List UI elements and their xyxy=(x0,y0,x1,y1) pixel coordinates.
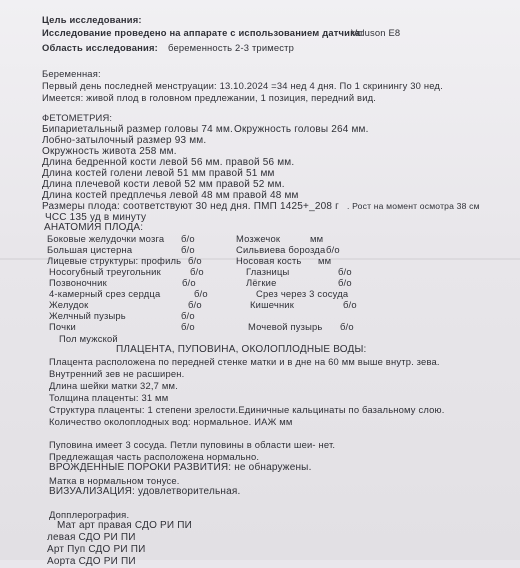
fetal-height-line: . Рост на момент осмотра 38 см xyxy=(347,201,480,211)
pregnancy-title: Беременная: xyxy=(42,68,101,79)
placenta-location: Плацента расположена по передней стенке матки и в дне на 60 мм выше внутр. зева. xyxy=(49,356,440,367)
placenta-title: ПЛАЦЕНТА, ПУПОВИНА, ОКОЛОПЛОДНЫЕ ВОДЫ: xyxy=(116,344,367,355)
doppler-line: Мат арт правая СДО РИ ПИ xyxy=(57,520,193,531)
anatomy-item-label: Мочевой пузырь xyxy=(248,321,323,332)
humerus-line: Длина плечевой кости левой 52 мм правой 52 мм. xyxy=(42,179,285,190)
anatomy-item-label: Лицевые структуры: профиль xyxy=(47,255,182,266)
anatomy-item-value: б/о xyxy=(181,233,195,244)
anatomy-item-label: Мозжечок xyxy=(236,233,281,244)
doppler-line: Арт Пуп СДО РИ ПИ xyxy=(47,544,146,555)
amniotic-fluid: Количество околоплодных вод: нормальное. ИАЖ мм xyxy=(49,416,293,427)
placenta-thickness: Толщина плаценты: 31 мм xyxy=(49,392,169,403)
anatomy-item-value: б/о xyxy=(338,277,352,288)
device-label: Исследование проведено на аппарате с использованием датчика: xyxy=(42,27,364,38)
anatomy-item-label: Лёгкие xyxy=(246,277,277,288)
doppler-line: Аорта СДО РИ ПИ xyxy=(47,556,136,567)
anatomy-item-value: б/о xyxy=(343,299,357,310)
ofd-line: Лобно-затылочный размер 93 мм. xyxy=(42,135,207,146)
anatomy-item-label: Позвоночник xyxy=(49,277,107,288)
anatomy-item-value: б/о xyxy=(194,288,208,299)
device-model: Voluson E8 xyxy=(351,27,401,38)
area-label: Область исследования: xyxy=(42,42,158,53)
anatomy-item-value: б/о xyxy=(181,310,195,321)
forearm-line: Длина костей предплечья левой 48 мм правой 48 мм xyxy=(42,190,299,201)
fetometry-title: ФЕТОМЕТРИЯ: xyxy=(42,112,113,123)
anatomy-item-label: Сильвиева борозда xyxy=(236,244,326,255)
anatomy-item-label: Носовая кость xyxy=(236,255,302,266)
anatomy-item-label: Почки xyxy=(49,321,76,332)
anatomy-item-label: Желчный пузырь xyxy=(49,310,126,321)
anatomy-item-value: б/о xyxy=(188,299,202,310)
umbilical-cord: Пуповина имеет 3 сосуда. Петли пуповины в области шеи- нет. xyxy=(49,439,336,450)
anatomy-item-value: б/о xyxy=(326,244,340,255)
internal-os: Внутренний зев не расширен. xyxy=(49,368,185,379)
area-value: беременность 2-3 триместр xyxy=(168,42,295,53)
placenta-structure: Структура плаценты: 1 степени зрелости.Единичные кальцинаты по базальному слою. xyxy=(49,404,445,415)
anatomy-item-value: б/о xyxy=(181,244,195,255)
anatomy-item-value: б/о xyxy=(190,266,204,277)
fetus-position-line: Имеется: живой плод в головном предлежании, 1 позиция, передний вид. xyxy=(42,92,377,103)
heart-rate-line: ЧСС 135 уд в минуту xyxy=(45,212,147,223)
congenital-defects: ВРОЖДЕННЫЕ ПОРОКИ РАЗВИТИЯ: не обнаружены. xyxy=(49,462,312,473)
fetal-size-line: Размеры плода: соответствуют 30 нед дня. ПМП 1425+_208 г xyxy=(42,201,339,212)
goal-label: Цель исследования: xyxy=(42,14,142,25)
anatomy-title: АНАТОМИЯ ПЛОДА: xyxy=(44,222,144,233)
visualization: ВИЗУАЛИЗАЦИЯ: удовлетворительная. xyxy=(49,486,241,497)
anatomy-item-label: Боковые желудочки мозга xyxy=(47,233,165,244)
anatomy-item-value: б/о xyxy=(181,321,195,332)
lmp-line: Первый день последней менструации: 13.10.2024 =34 нед 4 дня. По 1 скринингу 30 нед. xyxy=(42,80,443,91)
anatomy-item-label: Носогубный треугольник xyxy=(49,266,161,277)
anatomy-item-label: Кишечник xyxy=(250,299,295,310)
fetal-sex: Пол мужской xyxy=(59,333,118,344)
anatomy-item-value: мм xyxy=(310,233,324,244)
cervix-length: Длина шейки матки 32,7 мм. xyxy=(49,380,178,391)
anatomy-item-value: б/о xyxy=(188,255,202,266)
tibia-line: Длина костей голени левой 51 мм правой 51 мм xyxy=(42,168,275,179)
anatomy-item-value: б/о xyxy=(182,277,196,288)
ac-line: Окружность живота 258 мм. xyxy=(42,146,177,157)
anatomy-item-label: Глазницы xyxy=(246,266,290,277)
anatomy-item-label: Желудок xyxy=(49,299,89,310)
anatomy-item-value: мм xyxy=(318,255,332,266)
hc-line: Окружность головы 264 мм. xyxy=(234,124,369,135)
anatomy-item-value: б/о xyxy=(338,266,352,277)
anatomy-item-value: б/о xyxy=(340,321,354,332)
anatomy-item-label: Большая цистерна xyxy=(47,244,133,255)
anatomy-item-label: Срез через 3 сосуда xyxy=(256,288,349,299)
anatomy-item-label: 4-камерный срез сердца xyxy=(49,288,161,299)
doppler-title: Допплерография. xyxy=(49,509,130,520)
bpd-line: Бипариетальный размер головы 74 мм. xyxy=(42,124,234,135)
doppler-line: левая СДО РИ ПИ xyxy=(47,532,136,543)
presenting-part: Предлежащая часть расположена нормально. xyxy=(49,451,260,462)
femur-line: Длина бедренной кости левой 56 мм. правой 56 мм. xyxy=(42,157,295,168)
uterus-tone: Матка в нормальном тонусе. xyxy=(49,475,180,486)
